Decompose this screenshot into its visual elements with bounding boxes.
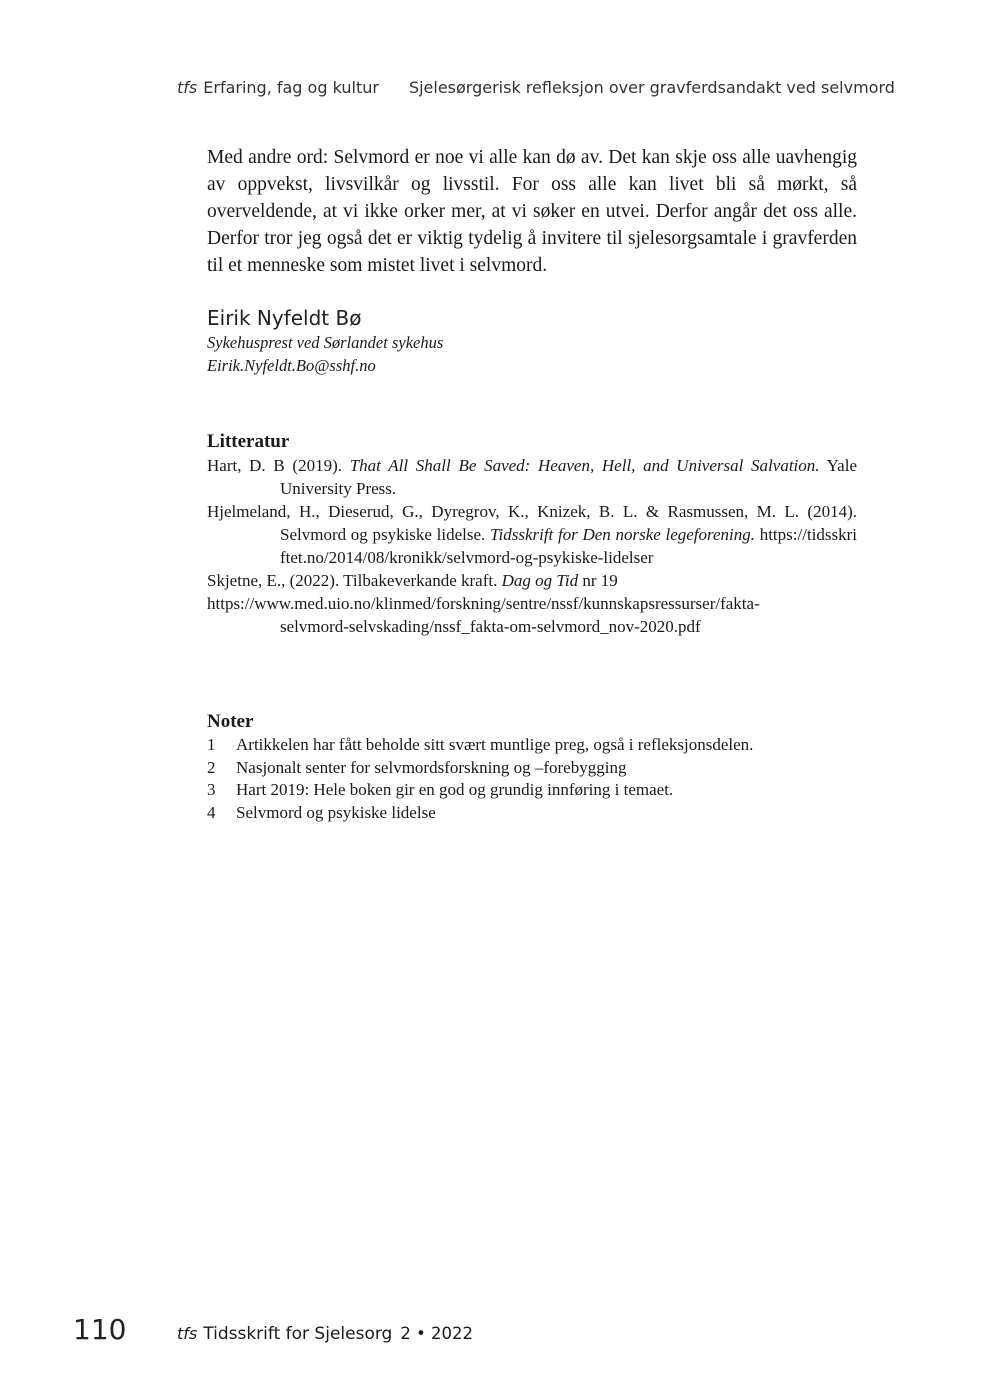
reference-item <box>207 592 857 638</box>
reference-link: https://tidsskriftet.no/2014/08/kronikk/selvmord-og-psykiske-lidelser <box>280 525 858 567</box>
reference-issue: nr 19 <box>578 571 618 590</box>
author-name: Eirik Nyfeldt Bø <box>207 306 362 330</box>
reference-text: Hjelmeland, H., Dieserud, G., Dyregrov, K., Knizek, B. L. & Rasmussen, M. L. (2014). Selvmord og psykiske lidelse. <box>207 502 857 544</box>
note-text: Nasjonalt senter for selvmordsforskning og –forebygging <box>236 757 627 777</box>
reference-item <box>207 569 857 592</box>
running-head <box>177 78 895 97</box>
issue-number: 2 • 2022 <box>400 1324 474 1343</box>
page-footer <box>73 1313 673 1346</box>
note-item <box>207 802 857 825</box>
article-title: Sjelesørgerisk refleksjon over gravferdsandakt ved selvmord <box>408 78 895 97</box>
note-item <box>207 757 857 780</box>
note-text: Artikkelen har fått beholde sitt svært muntlige preg, også i refleksjonsdelen. <box>236 735 754 754</box>
literature-heading: Litteratur <box>207 431 290 452</box>
reference-text: Hart, D. B (2019). <box>207 456 350 475</box>
reference-item <box>207 454 857 500</box>
body-paragraph: Med andre ord: Selvmord er noe vi alle kan dø av. Det kan skje oss alle uavhengig av oppvekst, livsvilkår og livsstil. For oss alle kan livet bli så mørkt, så overveldende, at vi ikke orker mer, at vi søker en utvei. Derfor angår det oss alle. Derfor tror jeg også det er viktig tydelig å invitere til sjelesorgsamtale i gravferden til et menneske som mistet livet i selvmord. <box>207 147 857 276</box>
author-email: Eirik.Nyfeldt.Bo@sshf.no <box>207 356 376 375</box>
literature-section <box>207 429 857 638</box>
journal-abbrev: tfs <box>177 1324 198 1343</box>
note-item <box>207 779 857 802</box>
notes-section <box>207 709 857 824</box>
note-number: 3 <box>207 780 216 799</box>
note-number: 2 <box>207 757 216 777</box>
page-number: 110 <box>73 1313 127 1346</box>
reference-title: Dag og Tid <box>501 571 579 590</box>
author-title: Sykehusprest ved Sørlandet sykehus <box>207 333 444 352</box>
journal-abbrev: tfs <box>177 78 198 97</box>
journal-name: Tidsskrift for Sjelesorg <box>203 1324 393 1344</box>
reference-text: Skjetne, E., (2022). Tilbakeverkande kraft. <box>207 571 502 590</box>
reference-item <box>207 500 857 569</box>
reference-title: That All Shall Be Saved: Heaven, Hell, and Universal Salvation. <box>349 456 820 475</box>
reference-link-continued: selvmord-selvskading/nssf_fakta-om-selvmord_nov-2020.pdf <box>280 617 701 636</box>
section-title: Erfaring, fag og kultur <box>203 78 379 97</box>
note-item <box>207 734 857 757</box>
note-number: 4 <box>207 802 216 822</box>
note-text: Hart 2019: Hele boken gir en god og grundig innføring i temaet. <box>236 780 674 799</box>
notes-heading: Noter <box>207 711 254 732</box>
reference-title: Tidsskrift for Den norske legeforening. <box>489 525 756 544</box>
reference-publisher: Yale University Press. <box>280 456 857 498</box>
note-number: 1 <box>207 735 216 754</box>
author-block <box>207 305 857 377</box>
reference-link: https://www.med.uio.no/klinmed/forskning/sentre/nssf/kunnskapsressurser/fakta- <box>207 594 760 613</box>
note-text: Selvmord og psykiske lidelse <box>236 802 436 822</box>
